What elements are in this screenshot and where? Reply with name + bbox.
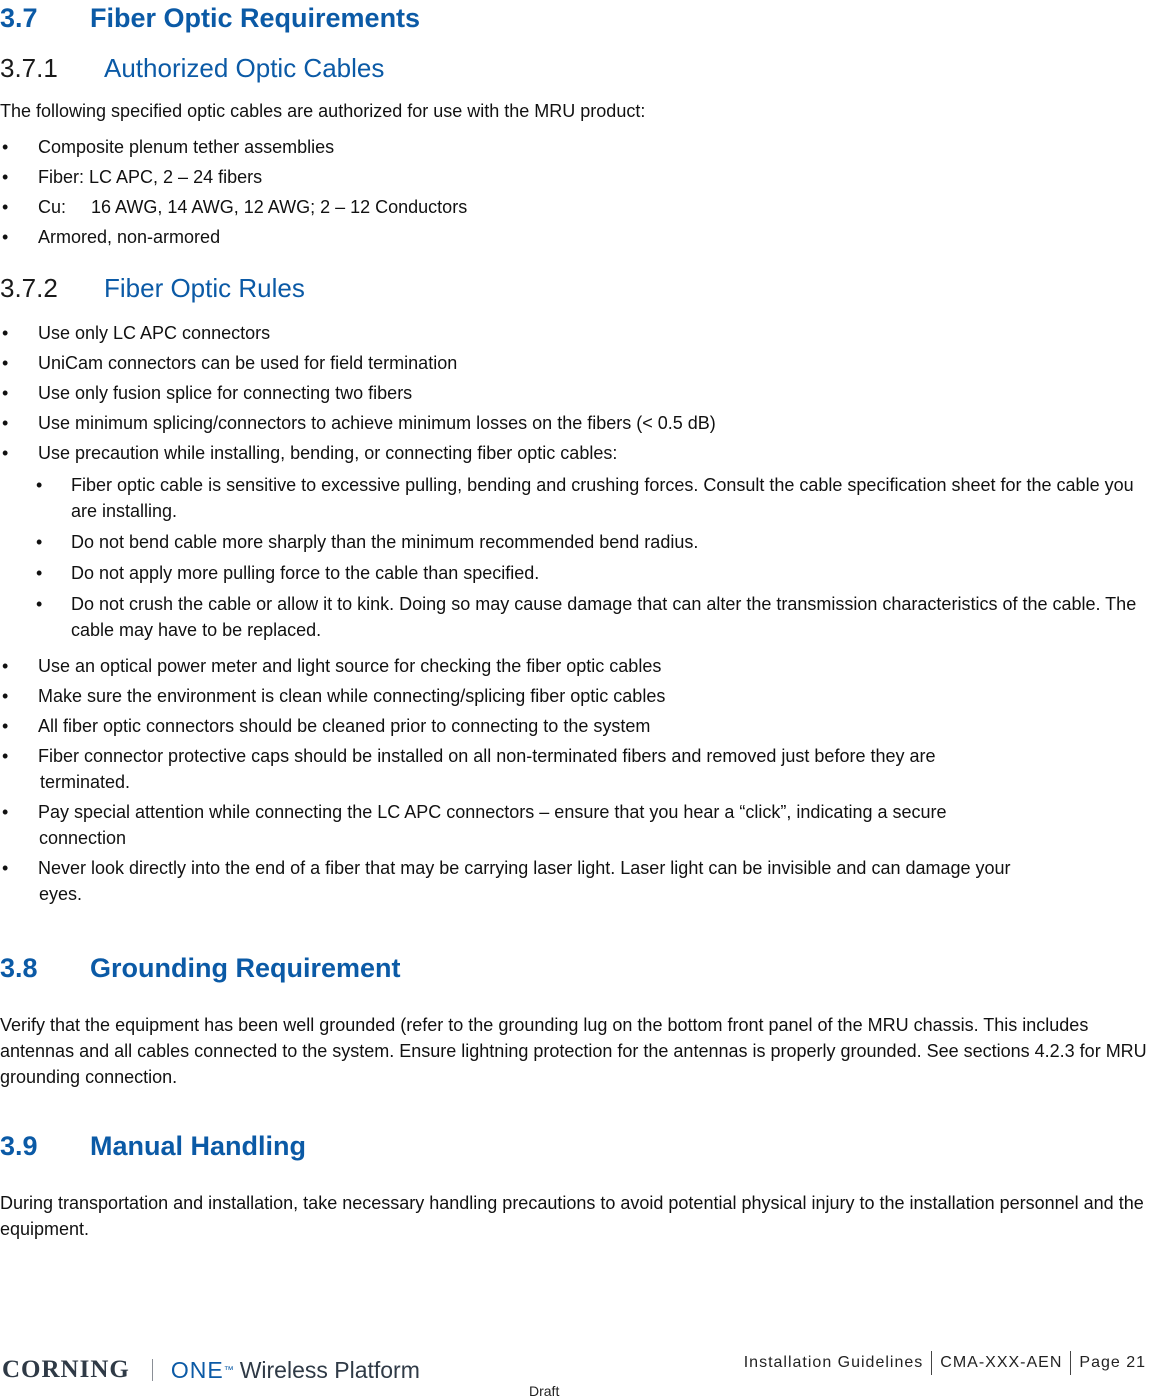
logo-company: CORNING	[2, 1356, 130, 1383]
logo-product-rest: Wireless Platform	[239, 1356, 420, 1383]
bullet-icon: •	[2, 686, 9, 706]
bullet-icon: •	[36, 532, 43, 552]
footer-divider	[1070, 1351, 1071, 1375]
bullet-icon: •	[2, 802, 9, 822]
fiber-rules-list-continued	[0, 649, 1156, 739]
fiber-rules-list-final	[0, 739, 1156, 907]
section-number: 3.7.1	[0, 53, 58, 83]
footer-divider	[931, 1351, 932, 1375]
bullet-icon: •	[2, 227, 9, 247]
bullet-icon: •	[2, 746, 9, 766]
authorized-cables-intro: The following specified optic cables are authorized for use with the MRU product:	[0, 101, 646, 121]
section-title: Authorized Optic Cables	[104, 53, 385, 83]
bullet-icon: •	[2, 443, 9, 463]
list-item: • Use minimum splicing/connectors to achieve minimum losses on the fibers (< 0.5 dB)	[0, 406, 1156, 436]
manual-handling-body: During transportation and installation, take necessary handling precautions to avoid potential physical injury to the installation personnel and the equipment.	[0, 1193, 1144, 1239]
bullet-icon: •	[2, 137, 9, 157]
page-footer	[0, 1345, 1156, 1397]
logo-product-one: ONE	[170, 1356, 224, 1383]
bullet-icon: •	[2, 858, 9, 878]
footer-doc-info	[744, 1350, 1146, 1376]
list-item: • Armored, non-armored	[0, 220, 1156, 250]
list-item: • Fiber connector protective caps should be installed on all non-terminated fibers and removed just before they are terminated.	[0, 739, 1156, 795]
list-item: • Fiber: LC APC, 2 – 24 fibers	[0, 160, 1156, 190]
bullet-icon: •	[2, 197, 9, 217]
bullet-icon: •	[36, 563, 43, 583]
page-number: Page 21	[1079, 1354, 1146, 1371]
corning-one-logo	[2, 1355, 420, 1385]
section-title: Fiber Optic Rules	[104, 273, 305, 303]
doc-title: Installation Guidelines	[743, 1354, 924, 1371]
list-item: • Make sure the environment is clean while connecting/splicing fiber optic cables	[0, 679, 1156, 709]
list-item: • Use an optical power meter and light source for checking the fiber optic cables	[0, 649, 1156, 679]
fiber-precautions-sublist	[0, 468, 1156, 644]
list-item: • Do not bend cable more sharply than the minimum recommended bend radius.	[0, 525, 1156, 556]
logo-trademark: ™	[223, 1364, 234, 1376]
bullet-icon: •	[36, 594, 43, 614]
list-item: • Composite plenum tether assemblies	[0, 130, 1156, 160]
section-number: 3.9	[0, 1131, 38, 1161]
bullet-icon: •	[2, 656, 9, 676]
authorized-cables-list	[0, 130, 1156, 250]
list-item: • Do not crush the cable or allow it to kink. Doing so may cause damage that can alter the transmission characteristics of the cable. The cable may have to be replaced.	[0, 587, 1156, 644]
bullet-icon: •	[2, 716, 9, 736]
list-item: • All fiber optic connectors should be cleaned prior to connecting to the system	[0, 709, 1156, 739]
logo-divider	[152, 1359, 153, 1381]
doc-code: CMA-XXX-AEN	[940, 1354, 1063, 1371]
bullet-icon: •	[2, 413, 9, 433]
section-title: Manual Handling	[90, 1131, 306, 1161]
list-item: • Cu: 16 AWG, 14 AWG, 12 AWG; 2 – 12 Conductors	[0, 190, 1156, 220]
list-item: • Fiber optic cable is sensitive to excessive pulling, bending and crushing forces. Consult the cable specification sheet for the cable you are installing.	[0, 468, 1156, 525]
list-item: • Use only LC APC connectors	[0, 316, 1156, 346]
list-item: • Use only fusion splice for connecting two fibers	[0, 376, 1156, 406]
draft-label: Draft	[529, 1383, 560, 1399]
list-item: • Use precaution while installing, bending, or connecting fiber optic cables:	[0, 436, 1156, 466]
bullet-icon: •	[2, 353, 9, 373]
list-item: • Do not apply more pulling force to the cable than specified.	[0, 556, 1156, 587]
bullet-icon: •	[2, 323, 9, 343]
bullet-icon: •	[2, 167, 9, 187]
bullet-icon: •	[2, 383, 9, 403]
list-item: • Pay special attention while connecting the LC APC connectors – ensure that you hear a “click”, indicating a secure connection	[0, 795, 1156, 851]
section-number: 3.8	[0, 953, 38, 983]
list-item: • Never look directly into the end of a fiber that may be carrying laser light. Laser light can be invisible and can damage your eyes.	[0, 851, 1156, 907]
bullet-icon: •	[36, 475, 43, 495]
section-title: Grounding Requirement	[90, 953, 401, 983]
fiber-rules-list	[0, 316, 1156, 466]
section-title: Fiber Optic Requirements	[90, 3, 421, 33]
list-item: • UniCam connectors can be used for field termination	[0, 346, 1156, 376]
section-number: 3.7.2	[0, 273, 58, 303]
grounding-body: Verify that the equipment has been well grounded (refer to the grounding lug on the bottom front panel of the MRU chassis. This includes antennas and all cables connected to the system. Ensure lightning protection for the antennas is properly grounded. See sections 4.2.3 for MRU grounding connection.	[0, 1015, 1147, 1087]
section-number: 3.7	[0, 3, 38, 33]
